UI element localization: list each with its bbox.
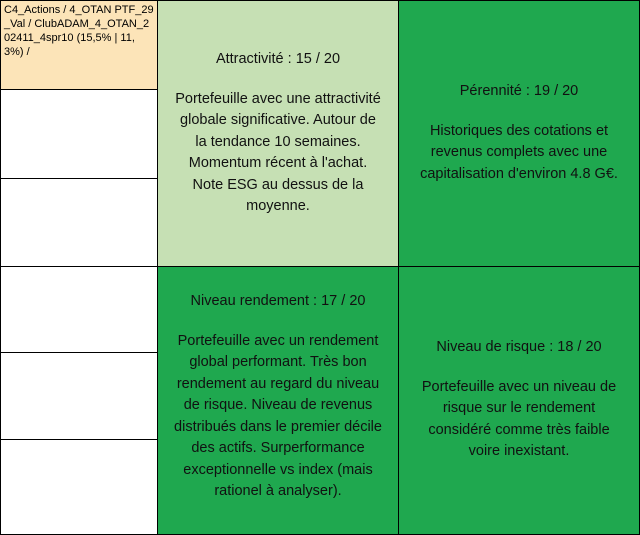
empty-cell[interactable] [0,352,158,440]
empty-cell[interactable] [0,266,158,353]
risque-cell[interactable] [398,266,640,535]
attractivite-description: Portefeuille avec une attractivité globale significative. Autour de la tendance 10 semaines. Momentum récent à l'achat. Note ESG au dessus de la moyenne. [175,90,381,214]
portfolio-label-cell[interactable] [0,0,158,90]
risque-description: Portefeuille avec un niveau de risque sur le rendement considéré comme très faible voire inexistant. [421,378,617,459]
attractivite-cell[interactable] [157,0,399,267]
portfolio-label: C4_Actions / 4_OTAN PTF_29_Val / ClubADAM_4_OTAN_202411_4spr10 (15,5% | 11,3%) / [4,4,154,58]
empty-cell[interactable] [0,439,158,535]
empty-cell[interactable] [0,178,158,267]
risque-title: Niveau de risque : 18 / 20 [436,339,602,355]
perennite-description: Historiques des cotations et revenus complets avec une capitalisation d'environ 4.8 G€. [420,122,618,182]
perennite-title: Pérennité : 19 / 20 [459,83,579,99]
attractivite-title: Attractivité : 15 / 20 [215,51,341,67]
rendement-title: Niveau rendement : 17 / 20 [190,293,366,309]
rendement-description: Portefeuille avec un rendement global performant. Très bon rendement au regard du niveau de risque. Niveau de revenus distribués dans le premier décile des actifs. Surperformance exceptionnelle vs index (mais rationel à analyser). [174,332,382,499]
empty-cell[interactable] [0,89,158,179]
perennite-cell[interactable] [398,0,640,267]
rendement-cell[interactable] [157,266,399,535]
